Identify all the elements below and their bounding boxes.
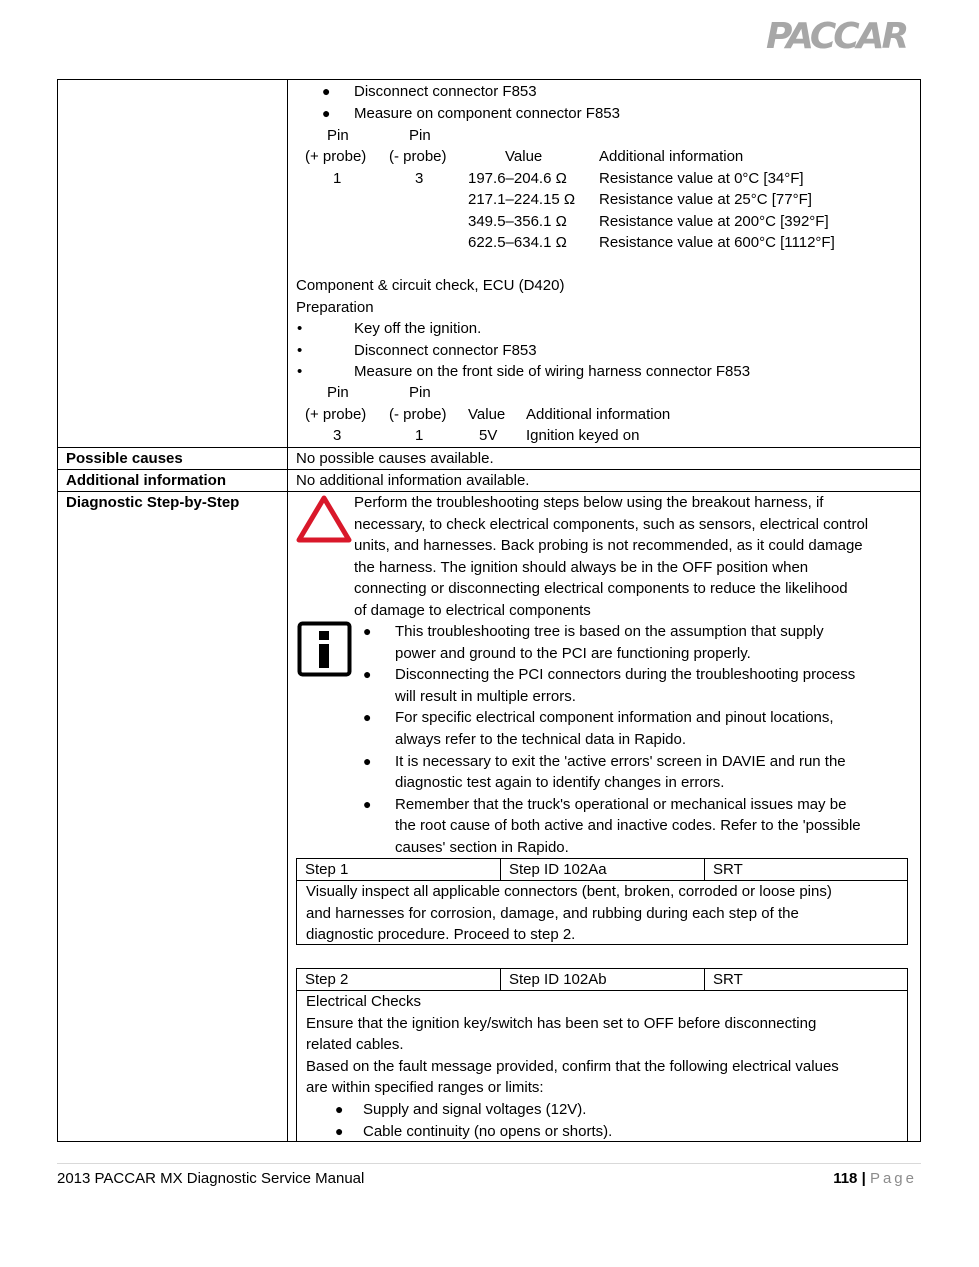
bullet-icon: ● [335,1101,344,1117]
bullet-icon: ● [322,83,331,99]
bullet-icon: • [297,320,303,337]
step1-header-row [297,859,907,881]
bullet-icon: ● [322,105,331,121]
value-cell: 622.5–634.1 Ω [468,234,567,251]
plus-probe-header: (+ probe) [305,148,367,165]
additional-info-value: No additional information available. [296,472,530,489]
bullet-icon: ● [363,795,372,812]
info-cell: Ignition keyed on [526,427,640,444]
list-item: Key off the ignition. [354,320,482,337]
step2-bullet: Cable continuity (no opens or shorts). [363,1123,613,1140]
value-cell: 217.1–224.15 Ω [468,191,576,208]
info-header: Additional information [599,148,744,165]
info-header: Additional information [526,406,671,423]
step2-step: Step 2 [297,969,501,990]
value-header: Value [505,148,543,165]
step1-line: diagnostic procedure. Proceed to step 2. [306,926,576,944]
possible-causes-label: Possible causes [66,450,183,467]
info-cell: Resistance value at 600°C [1112°F] [599,234,835,251]
step1-srt: SRT [713,861,743,878]
info-bullet-line: always refer to the technical data in Rapido. [395,731,686,748]
step2-line: Based on the fault message provided, confirm that the following electrical values [306,1057,839,1075]
pin-label: Pin [327,384,349,401]
value-header: Value [468,406,506,423]
list-item: Measure on component connector F853 [354,105,620,122]
pin-minus-cell: 3 [415,170,424,187]
info-bullet-line: the root cause of both active and inactive codes. Refer to the 'possible [395,817,861,835]
pin-minus-cell: 1 [415,427,424,444]
bullet-icon: • [297,363,303,380]
info-cell: Resistance value at 25°C [77°F] [599,191,812,208]
bullet-icon: • [297,342,303,359]
warning-line: of damage to electrical components [354,602,591,619]
table-column-divider [287,79,288,1142]
paccar-logo: PACCAR [766,16,907,57]
pin-label: Pin [409,127,431,144]
page-separator: | [861,1170,866,1187]
value-cell: 349.5–356.1 Ω [468,213,567,230]
plus-probe-header: (+ probe) [305,406,367,423]
additional-info-label: Additional information [66,472,226,489]
info-bullet-line: For specific electrical component information and pinout locations, [395,709,834,727]
step1-step: Step 1 [297,859,501,880]
step2-line: related cables. [306,1036,404,1054]
warning-line: units, and harnesses. Back probing is not recommended, as it could damage [354,537,863,555]
list-item: Disconnect connector F853 [354,83,537,100]
footer-divider [57,1163,921,1164]
bullet-icon: ● [335,1123,344,1139]
list-item: Measure on the front side of wiring harness connector F853 [354,363,751,380]
info-bullet-line: This troubleshooting tree is based on the assumption that supply [395,623,824,640]
footer-page [833,1168,917,1189]
step2-srt: SRT [713,971,743,988]
pin-plus-cell: 1 [333,170,342,187]
page-number: 118 [833,1170,858,1187]
bullet-icon: ● [363,709,372,726]
step2-line: Ensure that the ignition key/switch has been set to OFF before disconnecting [306,1014,817,1032]
info-cell: Resistance value at 200°C [392°F] [599,213,829,230]
info-bullet-line: It is necessary to exit the 'active errors' screen in DAVIE and run the [395,752,846,770]
minus-probe-header: (- probe) [389,406,447,423]
step1-line: and harnesses for corrosion, damage, and rubbing during each step of the [306,904,799,922]
step2-id: Step ID 102Ab [501,969,705,990]
info-bullet-line: causes' section in Rapido. [395,839,569,856]
pin-label: Pin [409,384,431,401]
info-icon [297,621,352,677]
warning-line: necessary, to check electrical components, such as sensors, electrical control [354,515,869,533]
footer-title: 2013 PACCAR MX Diagnostic Service Manual [57,1170,365,1187]
step1-line: Visually inspect all applicable connectors (bent, broken, corroded or loose pins) [306,883,832,900]
value-cell: 197.6–204.6 Ω [468,170,567,187]
warning-triangle-icon [296,494,352,544]
check-title: Component & circuit check, ECU (D420) [296,277,565,294]
info-bullet-line: Disconnecting the PCI connectors during the troubleshooting process [395,666,856,684]
pin-plus-cell: 3 [333,427,342,444]
step2-header-row [297,969,907,991]
value-cell: 5V [479,427,498,444]
step2-table [296,968,908,1142]
bullet-icon: ● [363,666,372,683]
step2-line: are within specified ranges or limits: [306,1079,544,1097]
step2-bullet: Supply and signal voltages (12V). [363,1101,587,1118]
pin-label: Pin [327,127,349,144]
info-bullet-line: power and ground to the PCI are functioning properly. [395,644,751,662]
preparation-label: Preparation [296,299,374,316]
info-bullet-line: will result in multiple errors. [395,687,576,705]
bullet-icon: ● [363,752,372,769]
possible-causes-value: No possible causes available. [296,450,494,467]
warning-line: connecting or disconnecting electrical components to reduce the likelihood [354,580,848,598]
step1-id: Step ID 102Aa [501,859,705,880]
list-item: Disconnect connector F853 [354,342,537,359]
info-bullet-line: diagnostic test again to identify changes in errors. [395,774,725,792]
minus-probe-header: (- probe) [389,148,447,165]
bullet-icon: ● [363,623,372,639]
diagnostic-label: Diagnostic Step-by-Step [66,494,240,511]
page-word: Page [869,1170,917,1187]
warning-line: Perform the troubleshooting steps below using the breakout harness, if [354,494,824,511]
step1-table [296,858,908,945]
info-bullet-line: Remember that the truck's operational or mechanical issues may be [395,795,847,813]
warning-line: the harness. The ignition should always be in the OFF position when [354,558,809,576]
step2-line: Electrical Checks [306,993,422,1010]
info-cell: Resistance value at 0°C [34°F] [599,170,804,187]
